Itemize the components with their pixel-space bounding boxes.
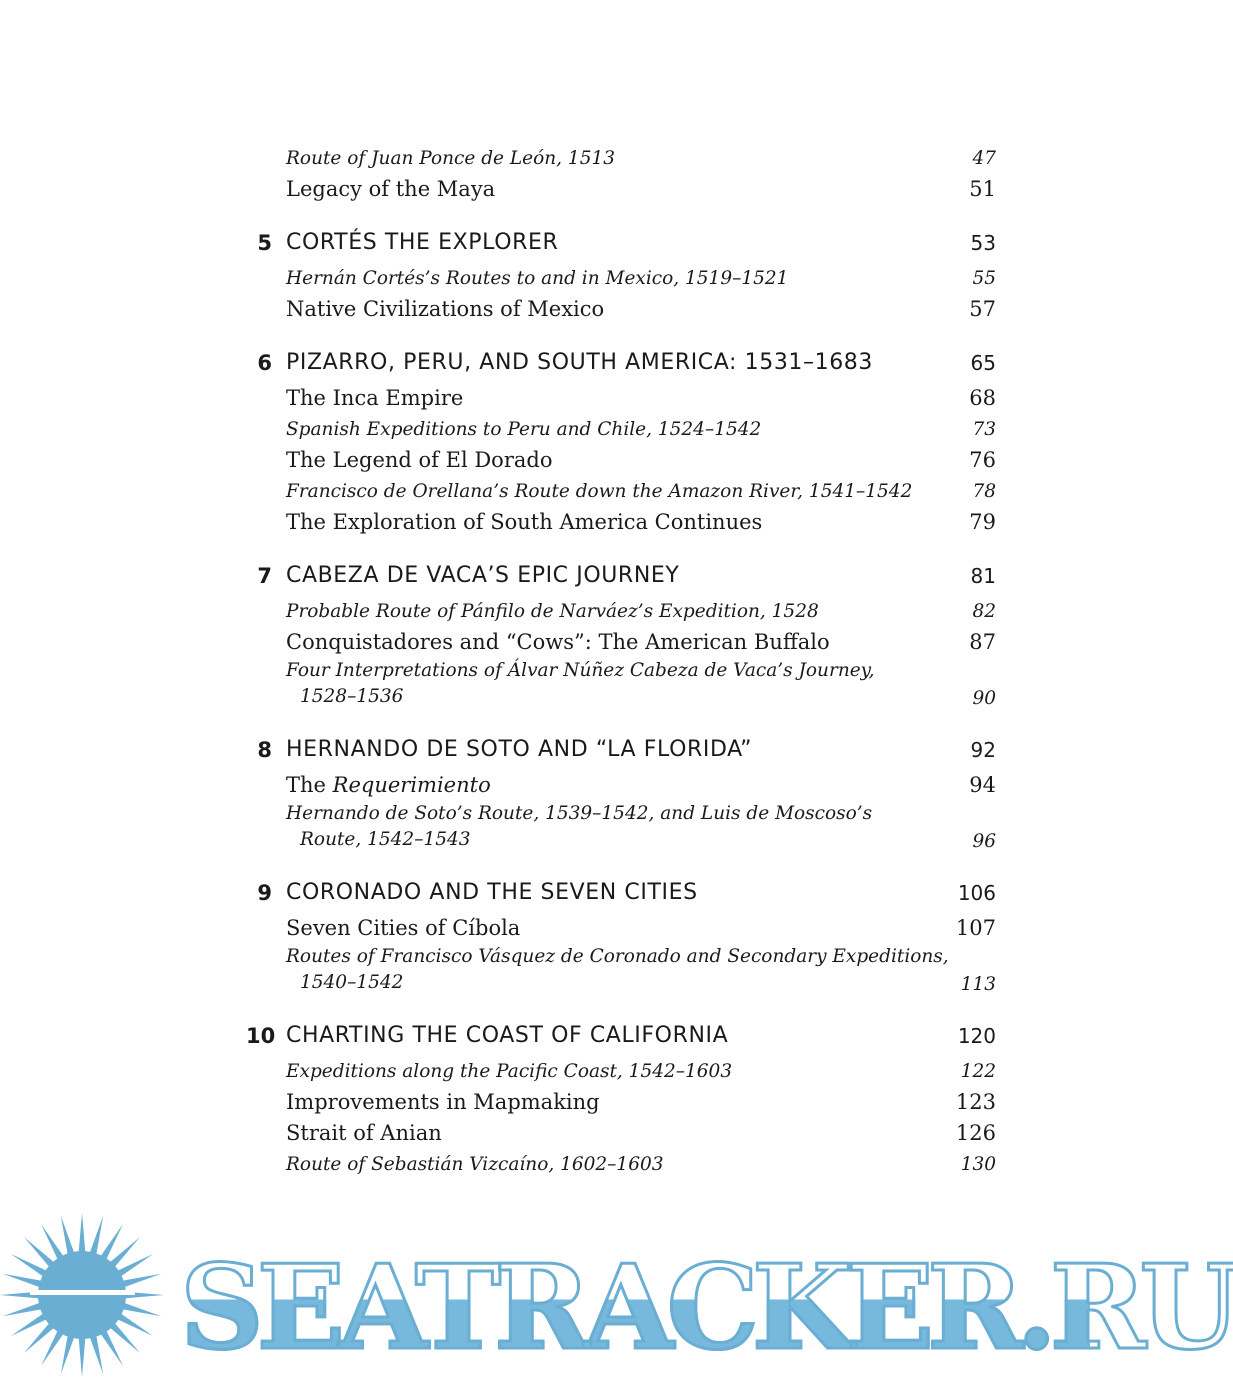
- toc-entry: Improvements in Mapmaking 123: [246, 1087, 996, 1118]
- toc-map-entry: Four Interpretations of Álvar Núñez Cabeza de Vaca’s Journey, 1528–1536 90: [246, 658, 996, 712]
- chapter-title: CHARTING THE COAST OF CALIFORNIA: [286, 1023, 729, 1048]
- toc-map-entry: Spanish Expeditions to Peru and Chile, 1524–1542 73: [246, 414, 996, 445]
- chapter-number: 6: [257, 351, 272, 375]
- toc-entry: The Requerimiento 94: [246, 770, 996, 801]
- chapter-heading-6: [246, 343, 996, 383]
- chapter-number: 10: [246, 1024, 276, 1048]
- page-number: 53: [970, 231, 996, 255]
- toc-entry: Native Civilizations of Mexico 57: [246, 294, 996, 325]
- page-number: 82: [972, 601, 996, 622]
- page-number: 106: [957, 881, 996, 905]
- page-number: 65: [970, 351, 996, 375]
- toc-entry: Legacy of the Maya 51: [246, 174, 996, 205]
- toc-map-entry: Hernando de Soto’s Route, 1539–1542, and Luis de Moscoso’s Route, 1542–1543 96: [246, 801, 996, 855]
- toc-entry: Conquistadores and “Cows”: The American Buffalo 87: [246, 627, 996, 658]
- toc-entry: Strait of Anian 126: [246, 1118, 996, 1149]
- toc-entry: The Inca Empire 68: [246, 383, 996, 414]
- chapter-heading-7: [246, 556, 996, 596]
- page-number: 94: [969, 773, 996, 797]
- page-number: 76: [969, 448, 996, 472]
- page-number: 87: [969, 630, 996, 654]
- sun-logo-icon: [0, 1210, 175, 1388]
- toc-map-entry: Route of Juan Ponce de León, 1513 47: [246, 143, 996, 174]
- page-number: 78: [972, 481, 996, 502]
- chapter-title: CORTÉS THE EXPLORER: [286, 230, 559, 255]
- page-number: 123: [955, 1090, 996, 1114]
- page-number: 113: [960, 974, 996, 995]
- page-number: 107: [955, 916, 996, 940]
- toc-map-entry: Francisco de Orellana’s Route down the Amazon River, 1541–1542 78: [246, 476, 996, 507]
- chapter-title: CABEZA DE VACA’S EPIC JOURNEY: [286, 563, 680, 588]
- chapter-number: 7: [257, 564, 272, 588]
- table-of-contents: [246, 143, 996, 1180]
- page-number: 92: [970, 738, 996, 762]
- page-number: 68: [969, 386, 996, 410]
- page-number: 79: [969, 510, 996, 534]
- watermark-banner: [0, 1210, 1233, 1388]
- chapter-number: 5: [257, 231, 272, 255]
- toc-map-entry: Hernán Cortés’s Routes to and in Mexico, 1519–1521 55: [246, 263, 996, 294]
- toc-entry: The Legend of El Dorado 76: [246, 445, 996, 476]
- toc-map-entry: Expeditions along the Pacific Coast, 1542–1603 122: [246, 1056, 996, 1087]
- chapter-number: 8: [257, 738, 272, 762]
- watermark-text: SEATRACKER.RU: [180, 1240, 1233, 1376]
- page-number: 47: [972, 148, 996, 169]
- chapter-title: HERNANDO DE SOTO AND “LA FLORIDA”: [286, 737, 753, 762]
- chapter-heading-8: [246, 730, 996, 770]
- page-number: 120: [957, 1024, 996, 1048]
- page-number: 96: [972, 831, 996, 852]
- chapter-heading-5: [246, 223, 996, 263]
- page-number: 126: [955, 1121, 996, 1145]
- toc-map-entry: Route of Sebastián Vizcaíno, 1602–1603 130: [246, 1149, 996, 1180]
- chapter-heading-9: [246, 873, 996, 913]
- chapter-title: CORONADO AND THE SEVEN CITIES: [286, 880, 698, 905]
- page-number: 51: [969, 177, 996, 201]
- chapter-heading-10: [246, 1016, 996, 1056]
- chapter-title: PIZARRO, PERU, AND SOUTH AMERICA: 1531–1683: [286, 350, 874, 375]
- page-number: 73: [972, 419, 996, 440]
- chapter-number: 9: [257, 881, 272, 905]
- toc-entry: Seven Cities of Cíbola 107: [246, 913, 996, 944]
- toc-entry: The Exploration of South America Continues 79: [246, 507, 996, 538]
- toc-map-entry: Routes of Francisco Vásquez de Coronado and Secondary Expeditions, 1540–1542 113: [246, 944, 996, 998]
- page-number: 122: [960, 1061, 996, 1082]
- page-number: 90: [972, 688, 996, 709]
- page-number: 57: [969, 297, 996, 321]
- page-number: 55: [972, 268, 996, 289]
- toc-map-entry: Probable Route of Pánfilo de Narváez’s Expedition, 1528 82: [246, 596, 996, 627]
- page-number: 81: [970, 564, 996, 588]
- page-number: 130: [960, 1154, 996, 1175]
